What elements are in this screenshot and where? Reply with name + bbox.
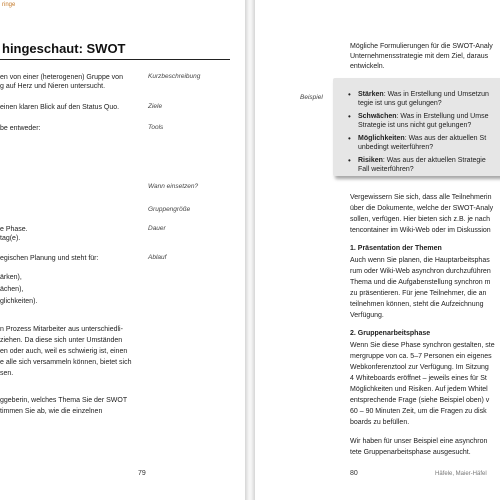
intro-line: Unternehmensstrategie mit dem Ziel, daraus [350,53,489,60]
body-line: Möglichkeiten und Risiken. Auf jedem Whitel [350,386,488,393]
bullet-text: Strategie ist uns nicht gut gelungen? [358,122,472,129]
bullet-risiken [348,156,486,174]
body-line: ggeberin, welches Thema Sie der SWOT [0,397,128,404]
right-page [255,0,500,500]
example-box [333,78,500,176]
section-heading: 2. Gruppenarbeitsphase [350,330,431,337]
body-line: Vergewissern Sie sich, dass alle Teilnehmerin [350,194,492,201]
side-label-wann-einsetzen: Wann einsetzen? [148,183,199,190]
body-line: g auf Herz und Nieren untersucht. [0,83,106,90]
body-line: sollen, verfügen. Hier bieten sich z.B. je nach [350,216,491,223]
body-line: Verfügung. [350,312,384,319]
body-line: e alle sich versammeln können, bietet sich [0,359,132,366]
bullet-dot-icon: • [348,156,351,165]
intro-line: entwickeln. [350,63,385,70]
body-line: en oder auch, weil es schwierig ist, einen [0,348,128,355]
bullet-text: tegie ist uns gut gelungen? [358,100,442,107]
body-line: teilnehmen können, steht die Aufzeichnung [350,301,484,308]
bullet-moeglichkeiten [348,134,487,152]
body-line: mergruppe von ca. 5–7 Personen ein eigenes [350,353,492,360]
page-number: 79 [138,470,146,477]
intro-line: Mögliche Formulierungen für die SWOT-Analy [350,43,493,50]
body-line: ächen), [0,286,24,293]
body-line: Wir haben für unser Beispiel eine asynchron [350,438,488,445]
body-line: Auch wenn Sie planen, die Hauptarbeitsphas [350,257,490,264]
body-line: 60 – 90 Minuten Zeit, um die Fragen zu disk [350,408,487,415]
bullet-term: Stärken [358,91,384,98]
body-line: 4 Whiteboards eröffnet – jeweils eines für St [350,375,487,382]
body-line: tencontainer im Wiki-Web oder im Diskussion [350,227,491,234]
bullet-text: : Was aus der aktuellen St [404,135,487,142]
side-label-tools: Tools [148,124,164,131]
body-line: einen klaren Blick auf den Status Quo. [0,104,120,111]
page-footer: Häfele, Maier-Häfel [435,471,487,477]
side-label-gruppengroesse: Gruppengröße [148,206,191,213]
bullet-term: Möglichkeiten [358,135,405,142]
bullet-dot-icon: • [348,112,351,121]
body-line: boards zu befüllen. [350,419,410,426]
body-line: tete Gruppenarbeitsphase ausgesucht. [350,449,471,456]
bullet-dot-icon: • [348,134,351,143]
running-header: ringe [2,2,16,8]
body-line: zu präsentieren. Für jene Teilnehmer, die an [350,290,487,297]
side-label-beispiel: Beispiel [300,94,323,101]
bullet-staerken [348,90,489,108]
body-line: e Phase. [0,226,28,233]
bullet-text: : Was in Erstellung und Umse [396,113,489,120]
bullet-text: : Was aus der aktuellen Strategie [382,157,486,164]
bullet-term: Schwächen [358,113,397,120]
body-line: en von einer (heterogenen) Gruppe von [0,74,123,81]
side-label-dauer: Dauer [148,225,166,232]
page-title: hingeschaut: SWOT [2,41,126,56]
page-number: 80 [350,470,358,477]
body-line: sen. [0,370,14,377]
body-line: be entweder: [0,125,41,132]
bullet-text: : Was in Erstellung und Umsetzun [383,91,489,98]
body-line: tag(e). [0,235,21,242]
title-rule [0,59,230,60]
section-heading: 1. Präsentation der Themen [350,245,442,252]
body-line: Webkonferenztool zur Verfügung. Im Sitzung [350,364,489,371]
bullet-dot-icon: • [348,90,351,99]
body-line: n Prozess Mitarbeiter aus unterschiedli- [0,326,123,333]
body-line: glichkeiten). [0,298,38,305]
body-line: über die Dokumente, welche der SWOT-Analy [350,205,494,212]
body-line: timmen Sie ab, wie die einzelnen [0,408,103,415]
bullet-schwaechen [348,112,489,130]
body-line: entsprechende Frage (siehe Beispiel oben) v [350,397,490,404]
body-line: ziehen. Da diese sich unter Umständen [0,337,123,344]
body-line: ärken), [0,274,22,281]
side-label-kurzbeschreibung: Kurzbeschreibung [148,73,201,80]
bullet-text: unbedingt weiterführen? [358,144,434,151]
side-label-ziele: Ziele [148,103,163,110]
book-gutter [245,0,255,500]
bullet-term: Risiken [358,157,383,164]
body-line: rum oder Wiki-Web asynchron durchzuführen [350,268,491,275]
bullet-text: Fall weiterführen? [358,166,414,173]
side-label-ablauf: Ablauf [148,254,167,261]
left-page [0,0,245,500]
body-line: Wenn Sie diese Phase synchron gestalten, ste [350,342,495,349]
body-line: egischen Planung und steht für: [0,255,99,262]
body-line: Thema und die Aufgabenstellung synchron m [350,279,491,286]
